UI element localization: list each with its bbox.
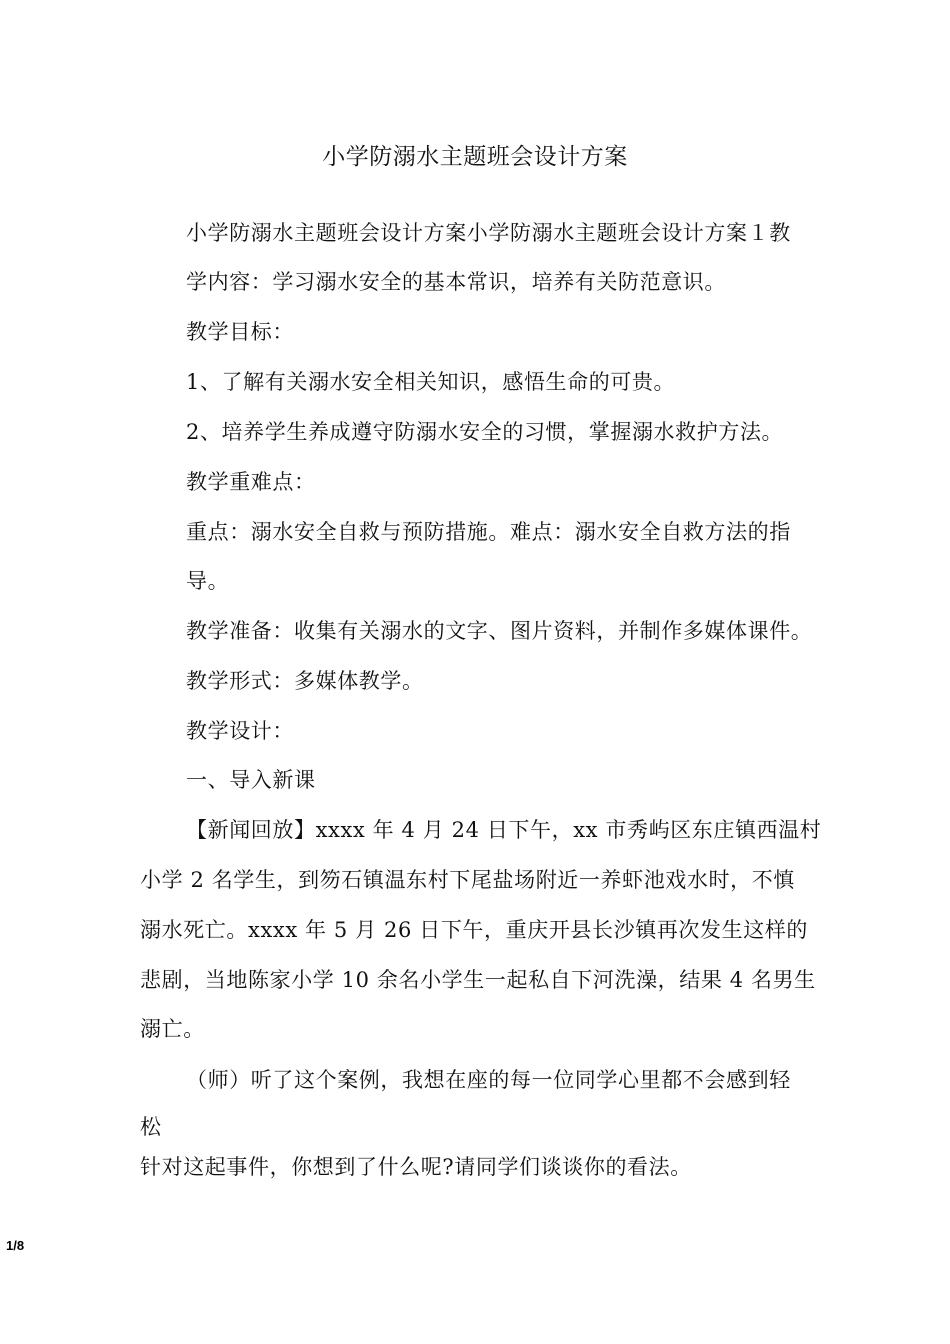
paragraph-line: 松 — [140, 1115, 162, 1139]
paragraph-line: 教学设计： — [186, 719, 294, 743]
paragraph-line: 教学形式：多媒体教学。 — [186, 669, 424, 693]
paragraph-line: 【新闻回放】xxxx 年 4 月 24 日下午，xx 市秀屿区东庄镇西温村 — [186, 818, 822, 842]
paragraph-line: 教学准备：收集有关溺水的文字、图片资料，并制作多媒体课件。 — [186, 619, 813, 643]
paragraph-line: 悲剧，当地陈家小学 10 余名小学生一起私自下河洗澡，结果 4 名男生 — [140, 968, 816, 992]
paragraph-line: 教学目标： — [186, 320, 294, 344]
section-heading: 一、导入新课 — [186, 768, 316, 792]
paragraph-line: 小学防溺水主题班会设计方案小学防溺水主题班会设计方案１教 — [186, 221, 791, 245]
document-title: 小学防溺水主题班会设计方案 — [322, 144, 628, 170]
paragraph-line: 2、培养学生养成遵守防溺水安全的习惯，掌握溺水救护方法。 — [186, 420, 784, 444]
page-indicator: 1/8 — [6, 1238, 25, 1253]
paragraph-line: 学内容：学习溺水安全的基本常识，培养有关防范意识。 — [186, 270, 726, 294]
paragraph-line: 针对这起事件，你想到了什么呢?请同学们谈谈你的看法。 — [140, 1155, 692, 1179]
paragraph-line: 1、了解有关溺水安全相关知识，感悟生命的可贵。 — [186, 370, 676, 394]
paragraph-line: 小学 2 名学生，到笏石镇温东村下尾盐场附近一养虾池戏水时，不慎 — [140, 868, 795, 892]
paragraph-line: 重点：溺水安全自救与预防措施。难点：溺水安全自救方法的指 — [186, 520, 791, 544]
paragraph-line: 溺亡。 — [140, 1017, 205, 1041]
paragraph-line: 溺水死亡。xxxx 年 5 月 26 日下午，重庆开县长沙镇再次发生这样的 — [140, 918, 809, 942]
paragraph-line: 导。 — [186, 569, 230, 593]
paragraph-line: 教学重难点： — [186, 470, 316, 494]
paragraph-line: （师）听了这个案例，我想在座的每一位同学心里都不会感到轻 — [186, 1068, 791, 1092]
